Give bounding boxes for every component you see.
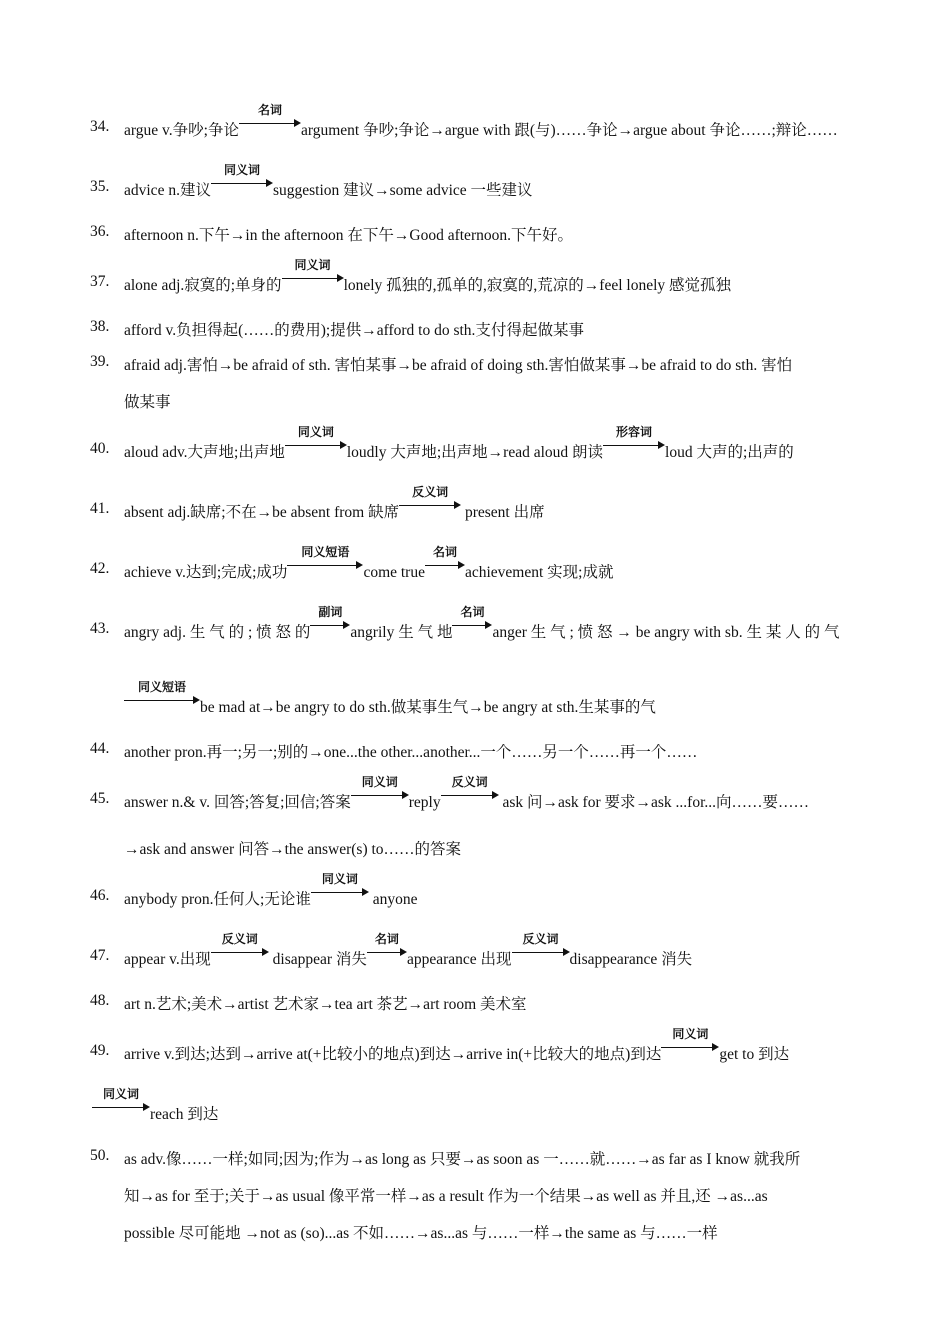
arrow-icon — [425, 545, 465, 577]
entry-text: 知→as for 至于;关于→as usual 像平常一样→as a result 作为一个结果→as well as 并且,还 →as...as — [124, 1188, 768, 1205]
entry-text: →ask and answer 问答→the answer(s) to……的答案 — [124, 841, 462, 858]
entry-text: alone adj.寂寞的;单身的 — [124, 277, 282, 294]
entry-text: anyone — [368, 891, 418, 908]
arrow-label: 同义词 — [102, 1087, 139, 1101]
arrow-label: 名词 — [374, 932, 399, 946]
entry-as-continued — [124, 1184, 768, 1206]
entry-text: as adv.像……一样;如同;因为;作为→as long as 只要→as soon as 一……就……→as far as I know 就我所 — [124, 1151, 801, 1168]
entry-number: 45. — [90, 790, 110, 807]
entry-afford — [124, 318, 584, 340]
entry-text: possible 尽可能地 →not as (so)...as 不如……→as...as 与……一样→the same as 与……一样 — [124, 1225, 718, 1242]
arrow-icon — [603, 425, 665, 457]
arrow-icon — [367, 932, 407, 964]
entry-appear — [124, 932, 693, 969]
entry-text: 做某事 — [124, 394, 171, 411]
entry-as-continued — [124, 1221, 718, 1243]
entry-text: anger 生 气 ; 愤 怒 → be angry with sb. 生 某 人 的 气 — [492, 624, 840, 641]
arrow-label: 同义词 — [321, 872, 358, 886]
arrow-icon — [92, 1087, 150, 1119]
arrow-icon — [311, 872, 369, 904]
entry-number: 48. — [90, 992, 110, 1009]
arrow-icon — [452, 605, 492, 637]
entry-achieve — [124, 545, 614, 582]
arrow-icon — [310, 605, 350, 637]
entry-text: disappear 消失 — [268, 951, 367, 968]
entry-number: 43. — [90, 620, 110, 637]
entry-text: get to 到达 — [719, 1046, 790, 1063]
arrow-label: 反义词 — [522, 932, 559, 946]
entry-number: 35. — [90, 178, 110, 195]
arrow-label: 反义词 — [412, 485, 449, 499]
entry-text: afraid adj.害怕→be afraid of sth. 害怕某事→be afraid of doing sth.害怕做某事→be afraid to do sth. 害怕 — [124, 357, 793, 374]
entry-answer — [124, 775, 810, 812]
entry-text: afternoon n.下午→in the afternoon 在下午→Good afternoon.下午好。 — [124, 227, 573, 244]
entry-angry — [124, 605, 840, 642]
entry-number: 50. — [90, 1147, 110, 1164]
entry-afraid — [124, 353, 792, 375]
arrow-icon — [399, 485, 461, 517]
arrow-icon — [287, 545, 363, 577]
entry-text: ask 问→ask for 要求→ask ...for...向……要…… — [498, 794, 810, 811]
arrow-label: 副词 — [318, 605, 343, 619]
arrow-label: 反义词 — [221, 932, 258, 946]
entry-text: lonely 孤独的,孤单的,寂寞的,荒凉的→feel lonely 感觉孤独 — [343, 277, 732, 294]
entry-number: 47. — [90, 947, 110, 964]
arrow-label: 同义词 — [672, 1027, 709, 1041]
entry-arrive-continued — [92, 1087, 219, 1124]
entry-text: argument 争吵;争论→argue with 跟(与)……争论→argue about 争论……;辩论…… — [300, 122, 838, 139]
entry-art — [124, 992, 527, 1014]
entry-text: be mad at→be angry to do sth.做某事生气→be angry at sth.生某事的气 — [200, 699, 656, 716]
entry-text: appear v.出现 — [124, 951, 211, 968]
arrow-icon — [239, 103, 301, 135]
entry-text: present 出席 — [461, 504, 545, 521]
arrow-icon — [661, 1027, 719, 1059]
entry-anybody — [124, 872, 418, 909]
entry-number: 41. — [90, 500, 110, 517]
entry-text: loudly 大声地;出声地→read aloud 朗读 — [346, 444, 604, 461]
entry-text: loud 大声的;出声的 — [665, 444, 794, 461]
entry-arrive — [124, 1027, 790, 1064]
entry-text: reply — [408, 794, 441, 811]
entry-number: 34. — [90, 118, 110, 135]
entry-number: 38. — [90, 318, 110, 335]
entry-text: arrive v.到达;达到→arrive at(+比较小的地点)到达→arrive in(+比较大的地点)到达 — [124, 1046, 662, 1063]
arrow-icon — [211, 932, 269, 964]
entry-text: afford v.负担得起(……的费用);提供→afford to do sth.支付得起做某事 — [124, 322, 584, 339]
entry-text: answer n.& v. 回答;答复;回信;答案 — [124, 794, 351, 811]
entry-text: another pron.再一;另一;别的→one...the other...another...一个……另一个……再一个…… — [124, 744, 698, 761]
entry-text: absent adj.缺席;不在→be absent from 缺席 — [124, 504, 400, 521]
entry-as — [124, 1147, 800, 1169]
arrow-label: 名词 — [257, 103, 282, 117]
entry-absent — [124, 485, 545, 522]
entry-number: 36. — [90, 223, 110, 240]
entry-text: argue v.争吵;争论 — [124, 122, 239, 139]
entry-number: 44. — [90, 740, 110, 757]
entry-angry-continued — [124, 680, 656, 717]
entry-argue — [124, 103, 838, 140]
entry-text: come true — [363, 564, 425, 581]
entry-text: appearance 出现 — [406, 951, 512, 968]
arrow-label: 同义词 — [297, 425, 334, 439]
entry-number: 39. — [90, 353, 110, 370]
arrow-label: 名词 — [460, 605, 485, 619]
entry-aloud — [124, 425, 794, 462]
entry-text: advice n.建议 — [124, 182, 211, 199]
entry-another — [124, 740, 697, 762]
entry-afternoon — [124, 223, 573, 245]
entry-number: 40. — [90, 440, 110, 457]
entry-text: angrily 生 气 地 — [350, 624, 453, 641]
arrow-icon — [282, 258, 344, 290]
entry-number: 37. — [90, 273, 110, 290]
arrow-label: 同义词 — [361, 775, 398, 789]
entry-number: 49. — [90, 1042, 110, 1059]
entry-text: suggestion 建议→some advice 一些建议 — [272, 182, 533, 199]
arrow-label: 同义词 — [223, 163, 260, 177]
entry-number: 42. — [90, 560, 110, 577]
arrow-label: 名词 — [432, 545, 457, 559]
entry-text: achievement 实现;成就 — [464, 564, 614, 581]
arrow-label: 反义词 — [451, 775, 488, 789]
arrow-icon — [351, 775, 409, 807]
entry-text: aloud adv.大声地;出声地 — [124, 444, 285, 461]
arrow-label: 同义词 — [294, 258, 331, 272]
entry-text: anybody pron.任何人;无论谁 — [124, 891, 311, 908]
entry-answer-continued — [124, 837, 461, 859]
arrow-label: 形容词 — [616, 425, 653, 439]
arrow-icon — [124, 680, 200, 712]
entry-text: art n.艺术;美术→artist 艺术家→tea art 茶艺→art room 美术室 — [124, 996, 527, 1013]
entry-afraid-continued — [124, 390, 171, 412]
arrow-icon — [441, 775, 499, 807]
entry-advice — [124, 163, 533, 200]
entry-text: disappearance 消失 — [569, 951, 693, 968]
arrow-label: 同义短语 — [137, 680, 186, 694]
arrow-icon — [285, 425, 347, 457]
entry-text: reach 到达 — [150, 1106, 219, 1123]
entry-text: achieve v.达到;完成;成功 — [124, 564, 288, 581]
arrow-icon — [512, 932, 570, 964]
arrow-icon — [211, 163, 273, 195]
arrow-label: 同义短语 — [301, 545, 350, 559]
entry-text: angry adj. 生 气 的 ; 愤 怒 的 — [124, 624, 311, 641]
entry-alone — [124, 258, 732, 295]
entry-number: 46. — [90, 887, 110, 904]
